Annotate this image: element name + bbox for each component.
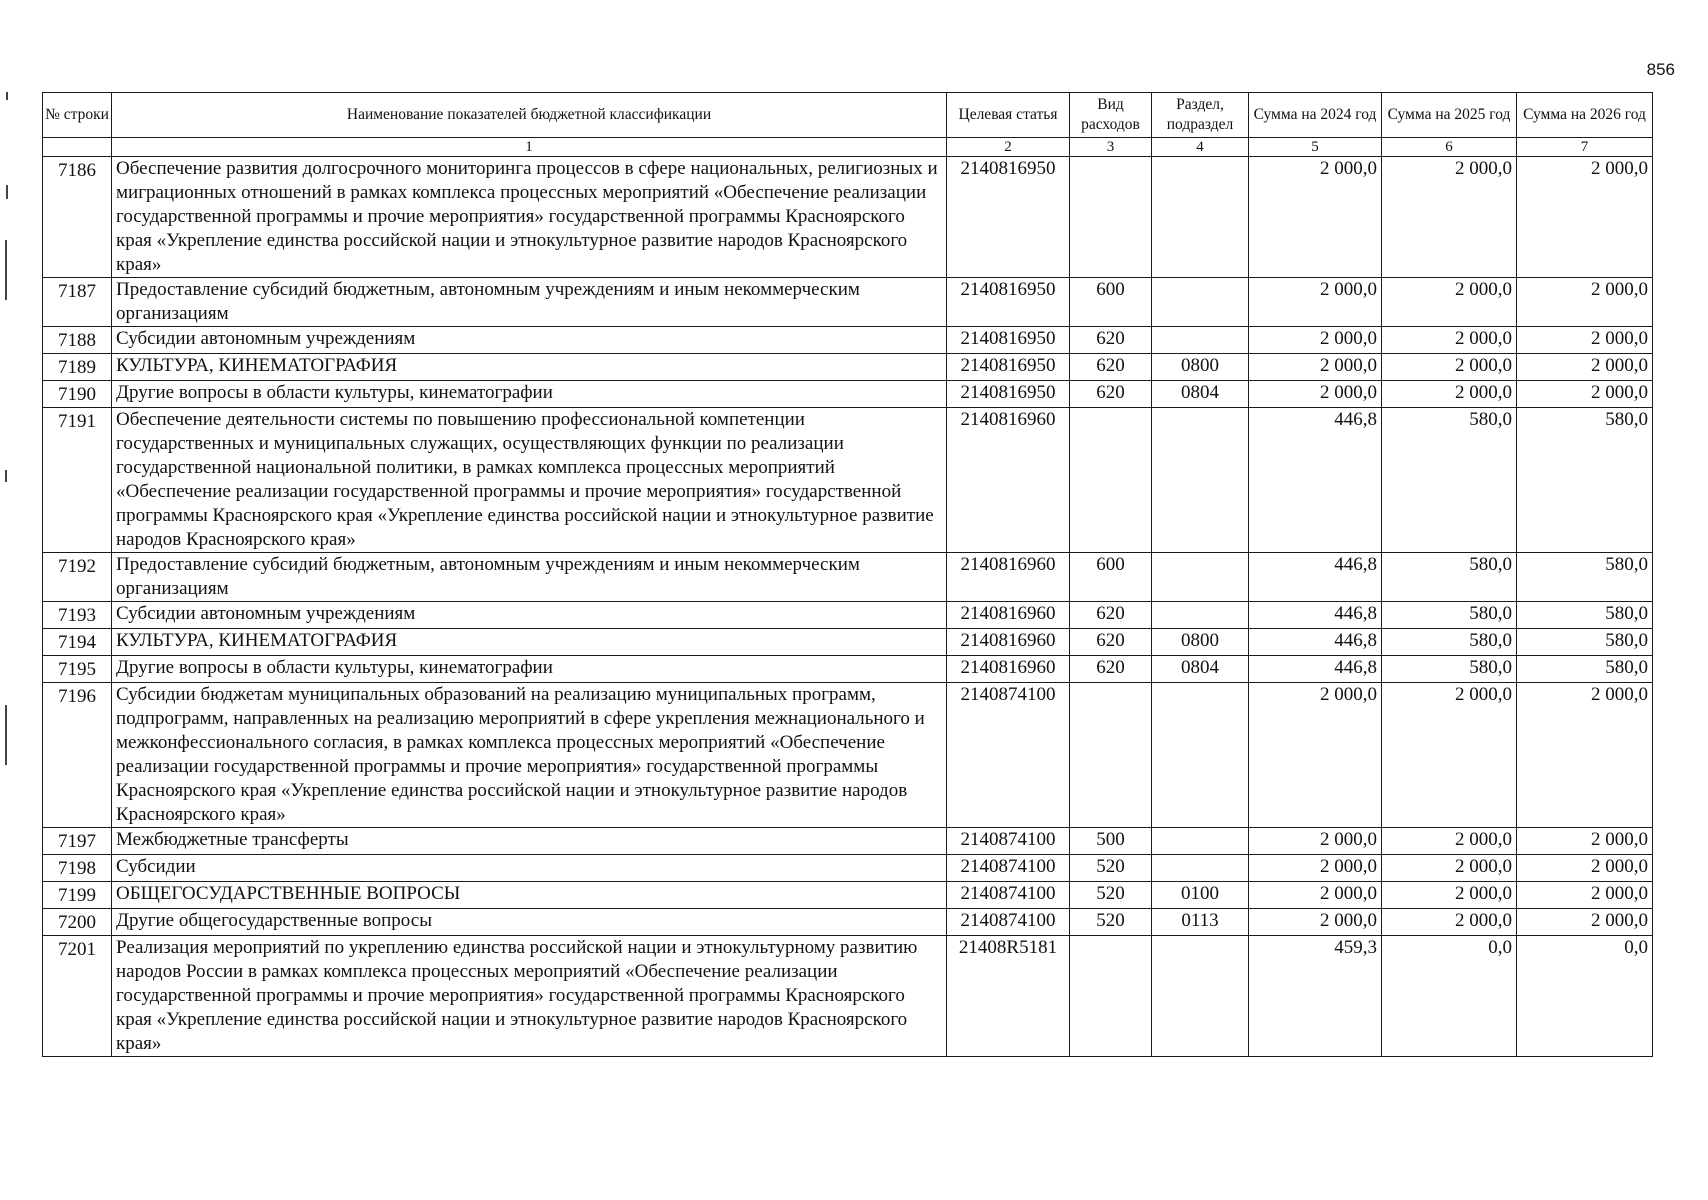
table-row <box>43 157 1653 278</box>
row-expense-kind: 520 <box>1070 882 1152 909</box>
table-row <box>43 656 1653 683</box>
column-number: 7 <box>1517 138 1653 157</box>
row-section-code <box>1152 683 1249 828</box>
row-sum-2026: 2 000,0 <box>1517 381 1653 408</box>
row-sum-2025: 580,0 <box>1382 629 1517 656</box>
table-row <box>43 381 1653 408</box>
row-expense-kind: 620 <box>1070 354 1152 381</box>
budget-table <box>42 92 1653 1057</box>
row-sum-2026: 2 000,0 <box>1517 157 1653 278</box>
row-sum-2026: 580,0 <box>1517 553 1653 602</box>
row-name: ОБЩЕГОСУДАРСТВЕННЫЕ ВОПРОСЫ <box>112 882 947 909</box>
row-sum-2025: 2 000,0 <box>1382 882 1517 909</box>
page-number: 856 <box>1646 60 1675 79</box>
row-name: КУЛЬТУРА, КИНЕМАТОГРАФИЯ <box>112 354 947 381</box>
row-section-code: 0113 <box>1152 909 1249 936</box>
row-name: Другие вопросы в области культуры, кинематографии <box>112 381 947 408</box>
table-header-row <box>43 93 1653 138</box>
row-sum-2025: 2 000,0 <box>1382 354 1517 381</box>
row-sum-2026: 2 000,0 <box>1517 278 1653 327</box>
column-number <box>43 138 112 157</box>
row-number: 7195 <box>43 656 112 683</box>
column-number: 3 <box>1070 138 1152 157</box>
column-number: 1 <box>112 138 947 157</box>
row-target-code: 21408R5181 <box>947 936 1070 1057</box>
row-section-code: 0804 <box>1152 656 1249 683</box>
table-row <box>43 936 1653 1057</box>
row-section-code <box>1152 553 1249 602</box>
row-sum-2026: 580,0 <box>1517 408 1653 553</box>
row-sum-2025: 2 000,0 <box>1382 157 1517 278</box>
row-name: Другие вопросы в области культуры, кинематографии <box>112 656 947 683</box>
row-target-code: 2140816960 <box>947 408 1070 553</box>
row-expense-kind: 520 <box>1070 855 1152 882</box>
row-name: Субсидии автономным учреждениям <box>112 602 947 629</box>
row-sum-2025: 2 000,0 <box>1382 683 1517 828</box>
row-name: Субсидии автономным учреждениям <box>112 327 947 354</box>
row-sum-2024: 2 000,0 <box>1249 828 1382 855</box>
row-sum-2025: 2 000,0 <box>1382 828 1517 855</box>
row-expense-kind <box>1070 683 1152 828</box>
row-target-code: 2140874100 <box>947 683 1070 828</box>
row-number: 7189 <box>43 354 112 381</box>
row-name: КУЛЬТУРА, КИНЕМАТОГРАФИЯ <box>112 629 947 656</box>
row-target-code: 2140816950 <box>947 278 1070 327</box>
row-sum-2025: 2 000,0 <box>1382 855 1517 882</box>
table-row <box>43 602 1653 629</box>
table-row <box>43 408 1653 553</box>
row-target-code: 2140874100 <box>947 828 1070 855</box>
row-target-code: 2140816960 <box>947 656 1070 683</box>
row-target-code: 2140816950 <box>947 327 1070 354</box>
row-expense-kind: 500 <box>1070 828 1152 855</box>
row-expense-kind: 520 <box>1070 909 1152 936</box>
header-sum-2025: Сумма на 2025 год <box>1382 93 1517 138</box>
row-section-code <box>1152 828 1249 855</box>
row-expense-kind <box>1070 157 1152 278</box>
row-number: 7199 <box>43 882 112 909</box>
header-sum-2024: Сумма на 2024 год <box>1249 93 1382 138</box>
row-expense-kind <box>1070 936 1152 1057</box>
row-target-code: 2140816950 <box>947 381 1070 408</box>
row-sum-2024: 2 000,0 <box>1249 381 1382 408</box>
row-sum-2024: 446,8 <box>1249 408 1382 553</box>
row-number: 7192 <box>43 553 112 602</box>
column-number-row <box>43 138 1653 157</box>
header-name: Наименование показателей бюджетной классификации <box>112 93 947 138</box>
table-row <box>43 629 1653 656</box>
row-section-code <box>1152 936 1249 1057</box>
row-expense-kind: 600 <box>1070 553 1152 602</box>
row-section-code: 0800 <box>1152 629 1249 656</box>
row-sum-2026: 2 000,0 <box>1517 683 1653 828</box>
row-section-code <box>1152 855 1249 882</box>
column-number: 5 <box>1249 138 1382 157</box>
row-sum-2025: 0,0 <box>1382 936 1517 1057</box>
row-section-code: 0800 <box>1152 354 1249 381</box>
row-target-code: 2140874100 <box>947 882 1070 909</box>
row-sum-2025: 2 000,0 <box>1382 327 1517 354</box>
row-target-code: 2140874100 <box>947 909 1070 936</box>
row-sum-2024: 2 000,0 <box>1249 909 1382 936</box>
table-row <box>43 553 1653 602</box>
row-sum-2026: 2 000,0 <box>1517 909 1653 936</box>
row-number: 7200 <box>43 909 112 936</box>
row-target-code: 2140816960 <box>947 602 1070 629</box>
table-row <box>43 683 1653 828</box>
row-target-code: 2140816960 <box>947 629 1070 656</box>
column-number: 6 <box>1382 138 1517 157</box>
row-target-code: 2140816950 <box>947 157 1070 278</box>
row-section-code: 0100 <box>1152 882 1249 909</box>
row-number: 7196 <box>43 683 112 828</box>
row-sum-2024: 2 000,0 <box>1249 327 1382 354</box>
header-target: Целевая статья <box>947 93 1070 138</box>
header-section: Раздел, подраздел <box>1152 93 1249 138</box>
table-row <box>43 882 1653 909</box>
row-number: 7198 <box>43 855 112 882</box>
row-target-code: 2140816960 <box>947 553 1070 602</box>
row-sum-2025: 2 000,0 <box>1382 909 1517 936</box>
column-number: 4 <box>1152 138 1249 157</box>
row-sum-2025: 2 000,0 <box>1382 278 1517 327</box>
row-sum-2025: 2 000,0 <box>1382 381 1517 408</box>
row-name: Реализация мероприятий по укреплению единства российской нации и этнокультурному развитию народов России в рамках комплекса процессных мероприятий «Обеспечение реализации государственной программы и прочие мероприятия» государственной программы Красноярского края «Укрепление единства российской нации и этнокультурное развитие народов Красноярского края» <box>112 936 947 1057</box>
row-target-code: 2140816950 <box>947 354 1070 381</box>
row-sum-2026: 2 000,0 <box>1517 855 1653 882</box>
row-sum-2024: 2 000,0 <box>1249 882 1382 909</box>
header-kind: Вид расходов <box>1070 93 1152 138</box>
scan-artifact <box>5 470 7 482</box>
row-sum-2026: 2 000,0 <box>1517 882 1653 909</box>
row-expense-kind: 620 <box>1070 629 1152 656</box>
row-expense-kind: 620 <box>1070 381 1152 408</box>
row-sum-2025: 580,0 <box>1382 408 1517 553</box>
row-expense-kind <box>1070 408 1152 553</box>
scan-artifact <box>6 185 8 199</box>
row-sum-2025: 580,0 <box>1382 553 1517 602</box>
row-number: 7190 <box>43 381 112 408</box>
row-section-code <box>1152 408 1249 553</box>
row-name: Обеспечение деятельности системы по повышению профессиональной компетенции государственных и муниципальных служащих, осуществляющих функции по реализации государственной национальной политики, в рамках комплекса процессных мероприятий «Обеспечение реализации государственной программы и прочие мероприятия» государственной программы Красноярского края «Укрепление единства российской нации и этнокультурное развитие народов Красноярского края» <box>112 408 947 553</box>
row-number: 7197 <box>43 828 112 855</box>
table-row <box>43 828 1653 855</box>
row-section-code <box>1152 327 1249 354</box>
row-sum-2024: 2 000,0 <box>1249 157 1382 278</box>
row-section-code <box>1152 602 1249 629</box>
row-sum-2024: 446,8 <box>1249 656 1382 683</box>
row-expense-kind: 620 <box>1070 656 1152 683</box>
row-number: 7187 <box>43 278 112 327</box>
table-row <box>43 278 1653 327</box>
row-sum-2025: 580,0 <box>1382 656 1517 683</box>
header-sum-2026: Сумма на 2026 год <box>1517 93 1653 138</box>
row-name: Другие общегосударственные вопросы <box>112 909 947 936</box>
row-sum-2026: 580,0 <box>1517 656 1653 683</box>
row-name: Обеспечение развития долгосрочного мониторинга процессов в сфере национальных, религиозных и миграционных отношений в рамках комплекса процессных мероприятий «Обеспечение реализации государственной программы и прочие мероприятия» государственной программы Красноярского края «Укрепление единства российской нации и этнокультурное развитие народов Красноярского края» <box>112 157 947 278</box>
row-sum-2024: 2 000,0 <box>1249 278 1382 327</box>
row-name: Субсидии <box>112 855 947 882</box>
scan-artifact <box>5 705 7 765</box>
row-name: Субсидии бюджетам муниципальных образований на реализацию муниципальных программ, подпрограмм, направленных на реализацию мероприятий в сфере укрепления межнационального и межконфессионального согласия, в рамках комплекса процессных мероприятий «Обеспечение реализации государственной программы и прочие мероприятия» государственной программы Красноярского края «Укрепление единства российской нации и этнокультурное развитие народов Красноярского края» <box>112 683 947 828</box>
table-row <box>43 354 1653 381</box>
row-number: 7188 <box>43 327 112 354</box>
row-number: 7201 <box>43 936 112 1057</box>
row-section-code <box>1152 278 1249 327</box>
column-number: 2 <box>947 138 1070 157</box>
row-sum-2026: 580,0 <box>1517 629 1653 656</box>
row-target-code: 2140874100 <box>947 855 1070 882</box>
row-sum-2024: 446,8 <box>1249 553 1382 602</box>
row-expense-kind: 600 <box>1070 278 1152 327</box>
row-number: 7193 <box>43 602 112 629</box>
row-name: Предоставление субсидий бюджетным, автономным учреждениям и иным некоммерческим организациям <box>112 553 947 602</box>
row-number: 7194 <box>43 629 112 656</box>
row-sum-2024: 2 000,0 <box>1249 683 1382 828</box>
row-name: Предоставление субсидий бюджетным, автономным учреждениям и иным некоммерческим организациям <box>112 278 947 327</box>
row-sum-2024: 459,3 <box>1249 936 1382 1057</box>
row-sum-2026: 0,0 <box>1517 936 1653 1057</box>
table-row <box>43 327 1653 354</box>
row-sum-2025: 580,0 <box>1382 602 1517 629</box>
row-sum-2026: 580,0 <box>1517 602 1653 629</box>
row-number: 7186 <box>43 157 112 278</box>
row-sum-2024: 2 000,0 <box>1249 855 1382 882</box>
header-row-no: № строки <box>43 93 112 138</box>
row-sum-2024: 2 000,0 <box>1249 354 1382 381</box>
row-section-code: 0804 <box>1152 381 1249 408</box>
row-sum-2026: 2 000,0 <box>1517 354 1653 381</box>
row-section-code <box>1152 157 1249 278</box>
table-row <box>43 909 1653 936</box>
row-expense-kind: 620 <box>1070 602 1152 629</box>
scan-artifact <box>6 92 8 100</box>
row-name: Межбюджетные трансферты <box>112 828 947 855</box>
row-sum-2024: 446,8 <box>1249 629 1382 656</box>
scan-artifact <box>5 240 7 300</box>
row-expense-kind: 620 <box>1070 327 1152 354</box>
row-sum-2024: 446,8 <box>1249 602 1382 629</box>
table-body <box>43 157 1653 1057</box>
row-sum-2026: 2 000,0 <box>1517 828 1653 855</box>
row-sum-2026: 2 000,0 <box>1517 327 1653 354</box>
table-row <box>43 855 1653 882</box>
row-number: 7191 <box>43 408 112 553</box>
